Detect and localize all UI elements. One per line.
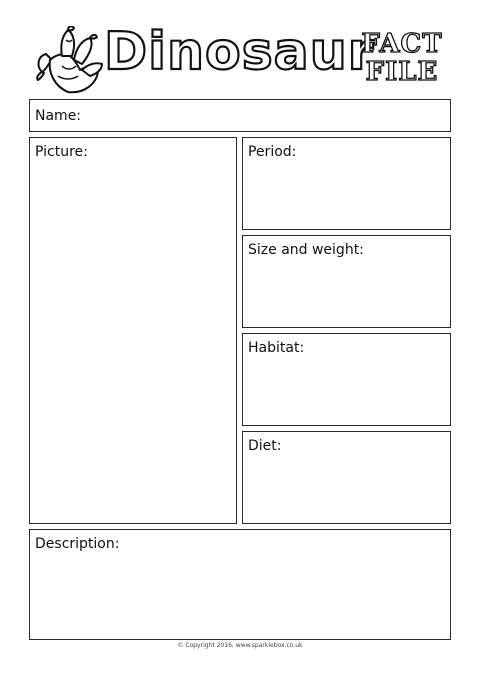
name-field-box[interactable] [29,99,451,132]
size-weight-field-box[interactable] [242,235,451,328]
habitat-label: Habitat: [248,340,305,356]
period-label: Period: [248,144,297,160]
diet-field-box[interactable] [242,431,451,524]
worksheet-subtitle [356,30,448,86]
picture-field-box[interactable] [29,137,237,524]
picture-label: Picture: [35,144,88,160]
subtitle-line-2: FILE [365,57,439,87]
subtitle-line-1: FACT [361,29,443,59]
size-weight-label: Size and weight: [248,242,364,258]
description-field-box[interactable] [29,529,451,640]
description-label: Description: [35,536,120,552]
period-field-box[interactable] [242,137,451,230]
diet-label: Diet: [248,438,282,454]
worksheet-header [0,0,480,98]
copyright-footer: © Copyright 2016, www.sparklebox.co.uk [177,642,303,649]
name-label: Name: [35,108,82,124]
dinosaur-claw-icon [32,26,104,96]
habitat-field-box[interactable] [242,333,451,426]
worksheet-title: Dinosaur [104,22,375,82]
